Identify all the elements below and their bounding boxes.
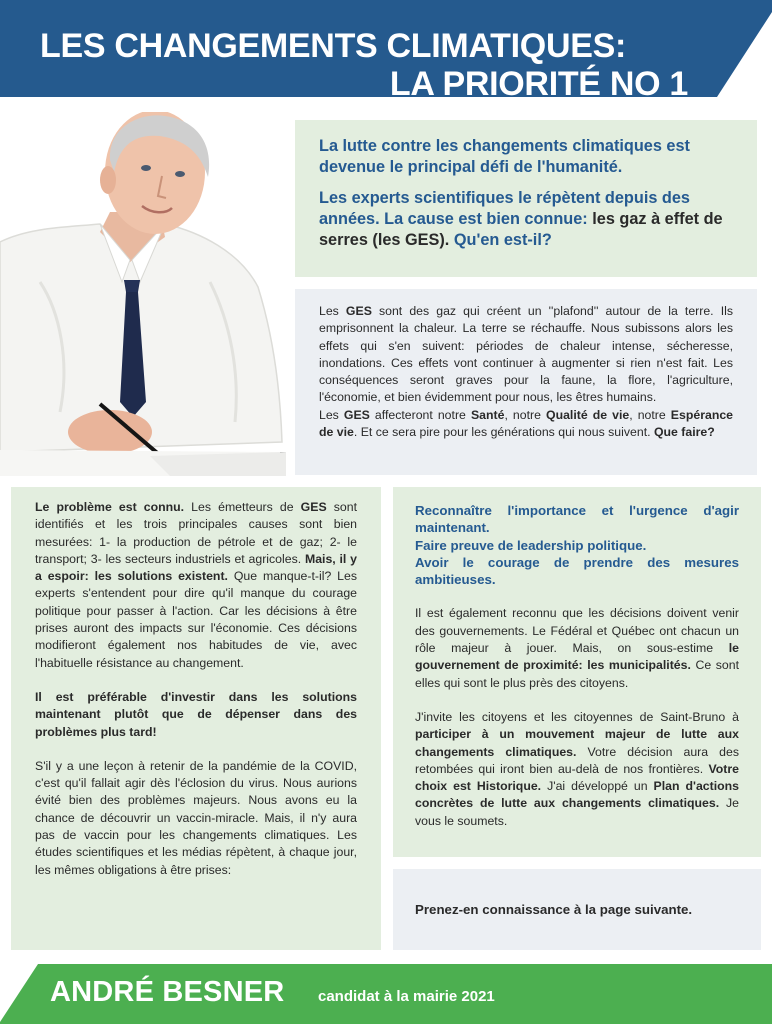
text: sont des gaz qui créent un ''plafond'' autour de la terre. Ils emprisonnent la chaleur. La terre se réchauffe. Nous subissons alors les effets qui s'en suivent: périodes de chaleur intense, sécheresse, inondations. Ces effets vont continuer à augmenter si rien n'est fait. Les conséquences seront graves pour la faune, la flore, l'agriculture, l'économie, et bien évidemment pour nous, les êtres humains.	[319, 304, 733, 405]
intro-text-dark: les gaz à effet de serres (les GES).	[319, 210, 723, 249]
bold-text: GES	[345, 304, 372, 318]
intro-text-blue: Les experts scientifiques le répètent depuis des années. La cause est bien connue:	[319, 189, 690, 228]
problem-panel	[11, 487, 381, 950]
text: , notre	[629, 407, 671, 422]
text: sont identifiés et les trois principales causes sont bien mesurées: 1- la production de pétrole et de gaz; 2- le transport; 3- les secteurs industriels et agricoles.	[35, 500, 357, 566]
text: Les émetteurs de	[184, 500, 301, 514]
government-paragraph	[415, 605, 739, 691]
bold-text: Que faire?	[653, 425, 715, 440]
next-page-panel	[393, 869, 761, 950]
ges-paragraph-2	[319, 407, 733, 442]
bold-text: Mais, il y a espoir: les solutions existent.	[35, 551, 357, 584]
bold-text: le gouvernement de proximité: les municipalités.	[415, 641, 739, 673]
bold-text: GES	[343, 407, 370, 422]
page-title-line-1: LES CHANGEMENTS CLIMATIQUES:	[40, 27, 626, 65]
obligations-list	[415, 502, 739, 588]
candidate-tagline: candidat à la mairie 2021	[318, 988, 495, 1005]
bold-text: Espérance de vie	[319, 407, 734, 440]
page-title-line-2: LA PRIORITÉ NO 1	[389, 65, 688, 97]
obligation-item: Avoir le courage de prendre des mesures ambitieuses.	[415, 554, 739, 588]
bold-text: Le problème est connu.	[35, 500, 185, 514]
text: J'invite les citoyens et les citoyennes de Saint-Bruno à	[415, 709, 739, 724]
ges-paragraph-1	[319, 303, 733, 407]
bold-text: GES	[300, 500, 327, 514]
invitation-paragraph	[415, 709, 739, 830]
text: Ce sont elles qui sont le plus près des citoyens.	[415, 658, 739, 690]
footer-band	[0, 964, 772, 1024]
candidate-photo	[0, 112, 286, 476]
header-band	[0, 0, 772, 97]
ges-panel	[295, 289, 757, 475]
text: Les	[319, 304, 346, 318]
candidate-portrait-icon	[0, 112, 286, 476]
bold-text: Votre choix est Historique.	[415, 761, 739, 794]
text: J'ai développé un	[541, 779, 654, 794]
text: Les	[319, 407, 344, 422]
text: affecteront notre	[369, 407, 471, 422]
text: Il est également reconnu que les décisions doivent venir des gouvernements. Le Fédéral et Québec ont chacun un rôle majeur à jouer. Mais, on sous-estime	[415, 606, 739, 656]
invest-paragraph: Il est préférable d'investir dans les solutions maintenant plutôt que de dépenser dans des problèmes plus tard!	[35, 689, 357, 739]
covid-paragraph: S'il y a une leçon à retenir de la pandémie de la COVID, c'est qu'il fallait agir dès l'éclosion du virus. Nous aurions évité bien des problèmes majeurs. Nous avons eu la chance de découvrir un vaccin-miracle. Mais, il n'y aura pas de vaccin pour les changements climatiques. Les études scientifiques et les médias répètent, à chaque jour, les mêmes obligations à être prises:	[35, 758, 357, 877]
bold-text: Santé	[470, 407, 505, 422]
bold-text: Qualité de vie	[546, 407, 630, 422]
text: . Et ce sera pire pour les générations qui nous suivent.	[353, 425, 654, 440]
intro-question: Qu'en est-il?	[449, 231, 552, 249]
text: Votre décision aura des retombées qui iront bien au-delà de nos frontières.	[415, 744, 739, 776]
next-page-note: Prenez-en connaissance à la page suivante.	[415, 902, 693, 917]
candidate-name: ANDRÉ BESNER	[50, 976, 285, 1008]
bold-text: Plan d'actions concrètes de lutte aux changements climatiques.	[415, 779, 739, 811]
text: , notre	[504, 407, 546, 422]
bold-text: participer à un mouvement majeur de lutte aux changements climatiques.	[415, 727, 739, 759]
text: Je vous le soumets.	[415, 796, 739, 828]
problem-paragraph	[35, 499, 357, 672]
intro-paragraph	[319, 188, 733, 251]
obligation-item: Faire preuve de leadership politique.	[415, 537, 647, 553]
text: Que manque-t-il? Les experts s'entendent pour dire qu'il manque du courage politique pour passer à l'action. Car les décisions à être prises auront des impacts sur l'économie. Ces décisions modifieront également nos habitudes de vie, avec l'habituelle résistance au changement.	[35, 569, 358, 670]
intro-panel	[295, 120, 757, 277]
obligation-item: Reconnaître l'importance et l'urgence d'agir maintenant.	[415, 503, 739, 536]
solutions-panel	[393, 487, 761, 857]
intro-headline: La lutte contre les changements climatiques est devenue le principal défi de l'humanité.	[319, 137, 690, 176]
